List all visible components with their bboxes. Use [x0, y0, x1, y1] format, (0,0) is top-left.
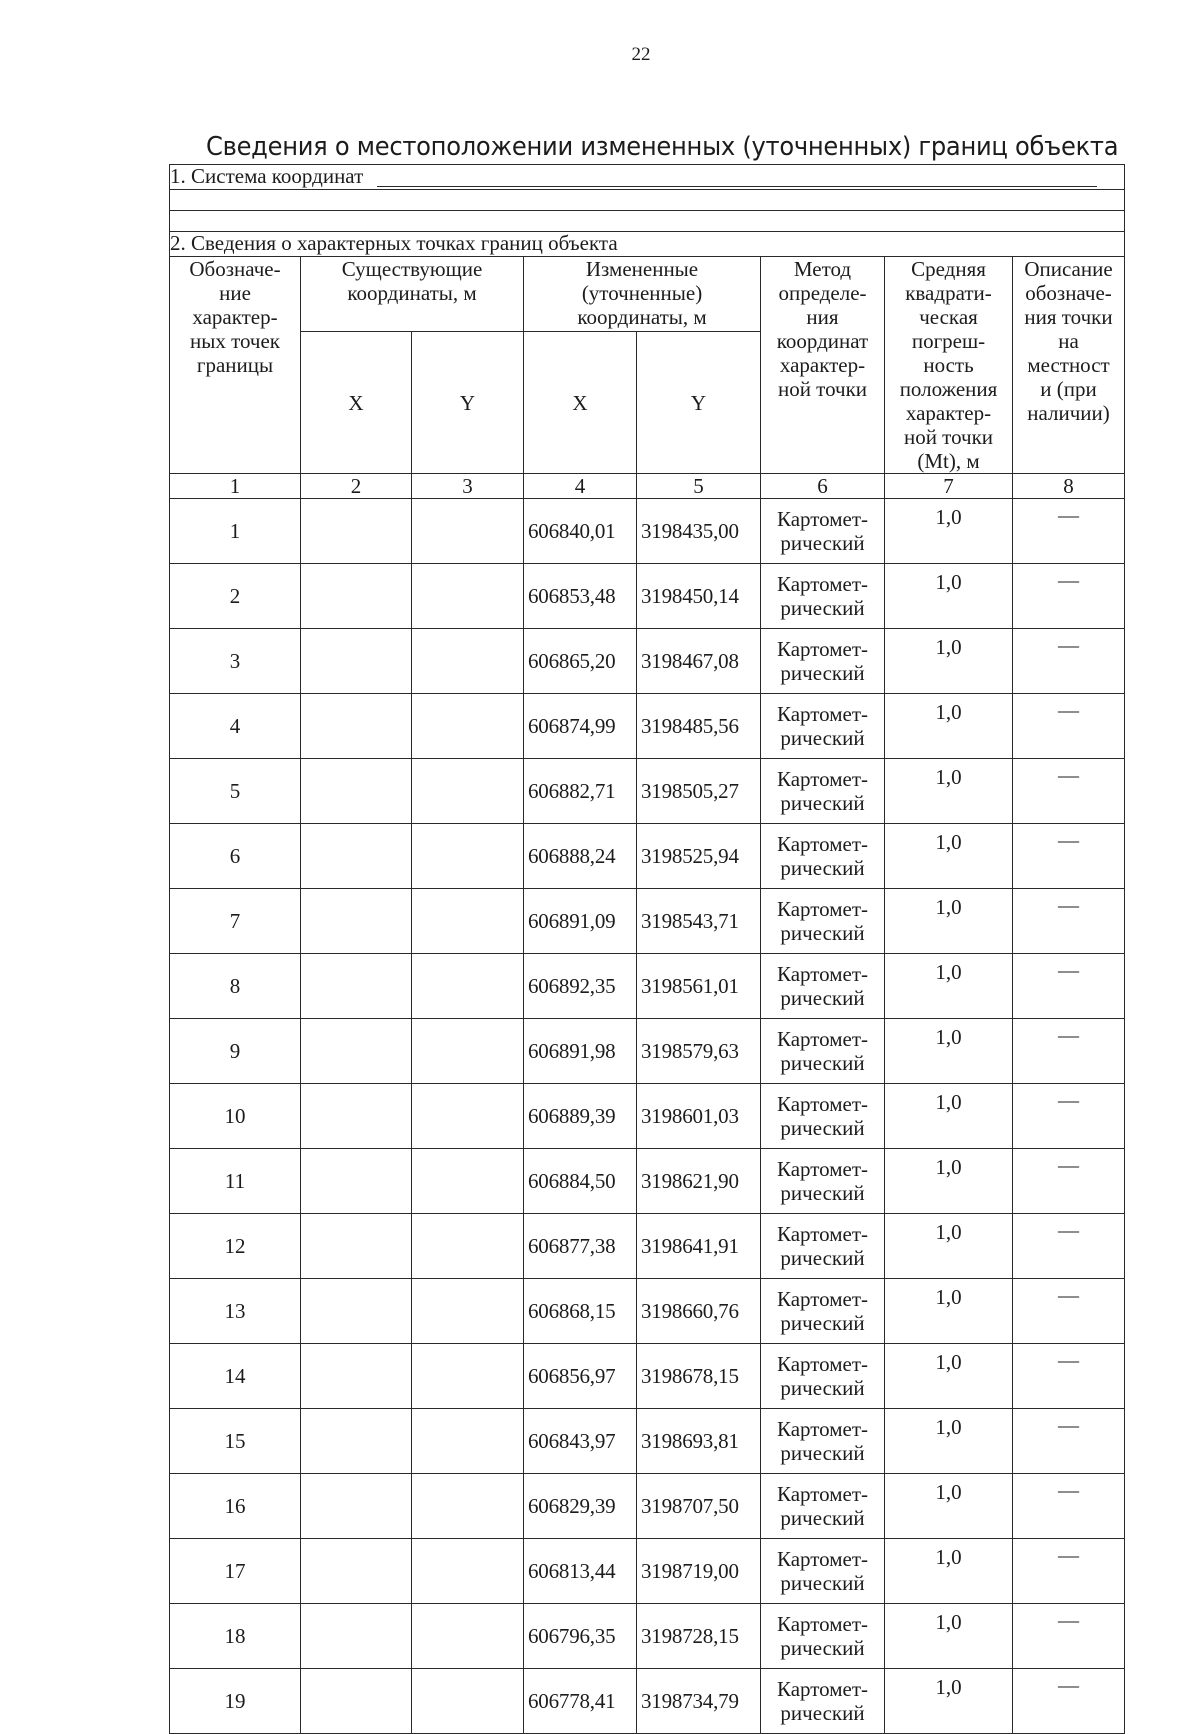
- existing-x: [301, 1474, 412, 1539]
- point-id: 1: [170, 499, 301, 564]
- header-line: координаты, м: [577, 305, 707, 329]
- point-description: —: [1013, 499, 1125, 564]
- header-line: положения: [899, 377, 998, 401]
- header-changed-y: Y: [637, 332, 761, 474]
- mean-square-error: 1,0: [885, 1474, 1013, 1539]
- existing-y: [412, 1409, 524, 1474]
- table-row: [170, 1539, 1125, 1604]
- header-existing-coordinates: [301, 257, 524, 332]
- header-line: наличии): [1027, 401, 1110, 425]
- mean-square-error: 1,0: [885, 889, 1013, 954]
- point-id: 3: [170, 629, 301, 694]
- method-line: рический: [780, 661, 865, 685]
- page-number: 22: [631, 44, 651, 65]
- method-line: рический: [780, 1571, 865, 1595]
- point-id: 9: [170, 1019, 301, 1084]
- points-section-label: 2. Сведения о характерных точках границ объекта: [170, 232, 1125, 257]
- existing-y: [412, 824, 524, 889]
- header-line: обозначе-: [1025, 281, 1112, 305]
- method-cell: [761, 1149, 885, 1214]
- header-changed-coordinates: [524, 257, 761, 332]
- point-id: 19: [170, 1669, 301, 1734]
- header-line: границы: [196, 353, 274, 377]
- method-line: рический: [780, 1311, 865, 1335]
- method-cell: [761, 889, 885, 954]
- table-row: [170, 1409, 1125, 1474]
- point-id: 15: [170, 1409, 301, 1474]
- method-cell: [761, 1344, 885, 1409]
- existing-y: [412, 564, 524, 629]
- point-id: 14: [170, 1344, 301, 1409]
- changed-y: 3198693,81: [637, 1409, 761, 1474]
- header-line: (уточненные): [581, 281, 703, 305]
- existing-y: [412, 1019, 524, 1084]
- column-number: 5: [637, 474, 761, 499]
- method-line: Картомет-: [776, 1352, 869, 1376]
- existing-x: [301, 1409, 412, 1474]
- changed-x: 606892,35: [524, 954, 637, 1019]
- column-number: 3: [412, 474, 524, 499]
- existing-x: [301, 889, 412, 954]
- existing-x: [301, 564, 412, 629]
- header-line: ной точки: [777, 377, 868, 401]
- method-line: рический: [780, 1051, 865, 1075]
- header-row-top: [170, 257, 1125, 332]
- changed-x: 606856,97: [524, 1344, 637, 1409]
- method-line: рический: [780, 1246, 865, 1270]
- changed-x: 606877,38: [524, 1214, 637, 1279]
- method-line: Картомет-: [776, 1417, 869, 1441]
- method-line: рический: [780, 596, 865, 620]
- changed-x: 606796,35: [524, 1604, 637, 1669]
- point-description: —: [1013, 1539, 1125, 1604]
- changed-x: 606853,48: [524, 564, 637, 629]
- method-line: Картомет-: [776, 572, 869, 596]
- changed-x: 606843,97: [524, 1409, 637, 1474]
- mean-square-error: 1,0: [885, 564, 1013, 629]
- changed-y: 3198561,01: [637, 954, 761, 1019]
- changed-y: 3198505,27: [637, 759, 761, 824]
- existing-x: [301, 1214, 412, 1279]
- header-line: ческая: [919, 305, 978, 329]
- mean-square-error: 1,0: [885, 1669, 1013, 1734]
- table-row: [170, 1214, 1125, 1279]
- method-cell: [761, 1214, 885, 1279]
- point-id: 18: [170, 1604, 301, 1669]
- changed-y: 3198467,08: [637, 629, 761, 694]
- mean-square-error: 1,0: [885, 629, 1013, 694]
- existing-y: [412, 499, 524, 564]
- mean-square-error: 1,0: [885, 759, 1013, 824]
- existing-x: [301, 759, 412, 824]
- changed-x: 606778,41: [524, 1669, 637, 1734]
- changed-x: 606891,09: [524, 889, 637, 954]
- header-line: Существующие: [341, 257, 483, 281]
- point-description: —: [1013, 889, 1125, 954]
- column-number-row: [170, 474, 1125, 499]
- coordinate-system-label: 1. Система координат: [170, 164, 364, 188]
- existing-y: [412, 954, 524, 1019]
- method-cell: [761, 759, 885, 824]
- method-cell: [761, 954, 885, 1019]
- existing-y: [412, 1474, 524, 1539]
- existing-y: [412, 694, 524, 759]
- method-line: Картомет-: [776, 1287, 869, 1311]
- existing-x: [301, 954, 412, 1019]
- header-line: Описание: [1024, 257, 1113, 281]
- method-line: Картомет-: [776, 767, 869, 791]
- header-line: характер-: [779, 353, 866, 377]
- method-line: рический: [780, 531, 865, 555]
- table-row: [170, 629, 1125, 694]
- changed-x: 606865,20: [524, 629, 637, 694]
- existing-y: [412, 1539, 524, 1604]
- changed-x: 606888,24: [524, 824, 637, 889]
- existing-x: [301, 694, 412, 759]
- mean-square-error: 1,0: [885, 824, 1013, 889]
- changed-x: 606891,98: [524, 1019, 637, 1084]
- changed-x: 606874,99: [524, 694, 637, 759]
- method-line: рический: [780, 726, 865, 750]
- changed-x: 606882,71: [524, 759, 637, 824]
- method-cell: [761, 694, 885, 759]
- method-line: Картомет-: [776, 897, 869, 921]
- point-description: —: [1013, 1214, 1125, 1279]
- table-row: [170, 1084, 1125, 1149]
- header-line: и (при: [1040, 377, 1097, 401]
- header-line: ние: [219, 281, 251, 305]
- point-id: 17: [170, 1539, 301, 1604]
- existing-y: [412, 1604, 524, 1669]
- point-description: —: [1013, 1149, 1125, 1214]
- table-row: [170, 1669, 1125, 1734]
- existing-y: [412, 1084, 524, 1149]
- header-description: [1013, 257, 1125, 474]
- method-cell: [761, 1539, 885, 1604]
- header-line: местност: [1027, 353, 1110, 377]
- changed-y: 3198719,00: [637, 1539, 761, 1604]
- point-description: —: [1013, 1019, 1125, 1084]
- method-line: рический: [780, 1181, 865, 1205]
- changed-y: 3198678,15: [637, 1344, 761, 1409]
- header-line: ния: [806, 305, 839, 329]
- header-line: координаты, м: [347, 281, 477, 305]
- header-existing-x: X: [301, 332, 412, 474]
- point-id: 11: [170, 1149, 301, 1214]
- header-line: на: [1058, 329, 1079, 353]
- boundary-points-table: [169, 164, 1125, 1734]
- point-id: 13: [170, 1279, 301, 1344]
- point-id: 12: [170, 1214, 301, 1279]
- table-row: [170, 824, 1125, 889]
- mean-square-error: 1,0: [885, 1149, 1013, 1214]
- method-line: Картомет-: [776, 1547, 869, 1571]
- header-line: Обозначе-: [189, 257, 281, 281]
- existing-x: [301, 1539, 412, 1604]
- method-line: Картомет-: [776, 1157, 869, 1181]
- header-point-designation: [170, 257, 301, 474]
- point-description: —: [1013, 564, 1125, 629]
- changed-x: 606840,01: [524, 499, 637, 564]
- header-line: Средняя: [911, 257, 986, 281]
- method-cell: [761, 1019, 885, 1084]
- existing-x: [301, 1149, 412, 1214]
- method-line: Картомет-: [776, 1222, 869, 1246]
- method-cell: [761, 824, 885, 889]
- header-changed-x: X: [524, 332, 637, 474]
- changed-x: 606813,44: [524, 1539, 637, 1604]
- mean-square-error: 1,0: [885, 1214, 1013, 1279]
- column-number: 8: [1013, 474, 1125, 499]
- method-cell: [761, 1669, 885, 1734]
- header-line: характер-: [905, 401, 992, 425]
- table-row: [170, 954, 1125, 1019]
- table-row: [170, 1279, 1125, 1344]
- point-id: 2: [170, 564, 301, 629]
- method-line: рический: [780, 1636, 865, 1660]
- changed-y: 3198485,56: [637, 694, 761, 759]
- section-spacer-row: [170, 211, 1125, 232]
- mean-square-error: 1,0: [885, 1539, 1013, 1604]
- changed-y: 3198734,79: [637, 1669, 761, 1734]
- mean-square-error: 1,0: [885, 1409, 1013, 1474]
- mean-square-error: 1,0: [885, 1084, 1013, 1149]
- table-row: [170, 759, 1125, 824]
- existing-y: [412, 1279, 524, 1344]
- column-number: 1: [170, 474, 301, 499]
- point-description: —: [1013, 1084, 1125, 1149]
- changed-y: 3198579,63: [637, 1019, 761, 1084]
- existing-x: [301, 629, 412, 694]
- method-line: рический: [780, 791, 865, 815]
- mean-square-error: 1,0: [885, 1019, 1013, 1084]
- method-line: Картомет-: [776, 962, 869, 986]
- header-line: Метод: [793, 257, 852, 281]
- method-line: рический: [780, 921, 865, 945]
- mean-square-error: 1,0: [885, 1604, 1013, 1669]
- existing-x: [301, 1019, 412, 1084]
- point-description: —: [1013, 629, 1125, 694]
- points-table-body: [170, 499, 1125, 1734]
- header-method: [761, 257, 885, 474]
- changed-y: 3198621,90: [637, 1149, 761, 1214]
- method-line: рический: [780, 856, 865, 880]
- method-cell: [761, 629, 885, 694]
- method-cell: [761, 1279, 885, 1344]
- existing-y: [412, 1214, 524, 1279]
- point-description: —: [1013, 824, 1125, 889]
- point-description: —: [1013, 694, 1125, 759]
- method-line: Картомет-: [776, 1482, 869, 1506]
- table-row: [170, 1149, 1125, 1214]
- header-line: (Mt), м: [917, 449, 980, 473]
- header-line: ных точек: [189, 329, 281, 353]
- method-cell: [761, 1409, 885, 1474]
- existing-x: [301, 1084, 412, 1149]
- header-line: ния точки: [1024, 305, 1113, 329]
- table-row: [170, 1344, 1125, 1409]
- changed-y: 3198707,50: [637, 1474, 761, 1539]
- table-row: [170, 1019, 1125, 1084]
- existing-x: [301, 824, 412, 889]
- changed-y: 3198641,91: [637, 1214, 761, 1279]
- column-number: 7: [885, 474, 1013, 499]
- existing-y: [412, 629, 524, 694]
- point-description: —: [1013, 954, 1125, 1019]
- header-line: погреш-: [911, 329, 986, 353]
- existing-x: [301, 1279, 412, 1344]
- point-id: 7: [170, 889, 301, 954]
- point-id: 5: [170, 759, 301, 824]
- existing-y: [412, 759, 524, 824]
- point-id: 4: [170, 694, 301, 759]
- point-description: —: [1013, 1344, 1125, 1409]
- point-description: —: [1013, 1474, 1125, 1539]
- method-line: рический: [780, 986, 865, 1010]
- method-cell: [761, 1474, 885, 1539]
- method-cell: [761, 499, 885, 564]
- header-existing-y: Y: [412, 332, 524, 474]
- existing-x: [301, 1669, 412, 1734]
- header-line: ность: [923, 353, 974, 377]
- point-description: —: [1013, 1604, 1125, 1669]
- point-id: 6: [170, 824, 301, 889]
- changed-y: 3198660,76: [637, 1279, 761, 1344]
- header-line: характер-: [192, 305, 278, 329]
- method-line: Картомет-: [776, 1612, 869, 1636]
- mean-square-error: 1,0: [885, 499, 1013, 564]
- existing-y: [412, 1344, 524, 1409]
- changed-y: 3198728,15: [637, 1604, 761, 1669]
- method-line: Картомет-: [776, 1027, 869, 1051]
- coordinate-system-row: [170, 165, 1125, 190]
- table-row: [170, 889, 1125, 954]
- column-number: 4: [524, 474, 637, 499]
- method-line: Картомет-: [776, 507, 869, 531]
- point-id: 10: [170, 1084, 301, 1149]
- changed-y: 3198543,71: [637, 889, 761, 954]
- method-line: рический: [780, 1701, 865, 1725]
- points-section-row: [170, 232, 1125, 257]
- point-description: —: [1013, 1409, 1125, 1474]
- existing-x: [301, 1344, 412, 1409]
- table-row: [170, 564, 1125, 629]
- changed-y: 3198435,00: [637, 499, 761, 564]
- column-number: 6: [761, 474, 885, 499]
- table-row: [170, 694, 1125, 759]
- changed-y: 3198525,94: [637, 824, 761, 889]
- point-id: 8: [170, 954, 301, 1019]
- method-cell: [761, 1084, 885, 1149]
- method-line: Картомет-: [776, 832, 869, 856]
- existing-x: [301, 499, 412, 564]
- table-row: [170, 499, 1125, 564]
- mean-square-error: 1,0: [885, 694, 1013, 759]
- point-description: —: [1013, 1279, 1125, 1344]
- changed-x: 606868,15: [524, 1279, 637, 1344]
- header-line: координат: [776, 329, 869, 353]
- method-line: рический: [780, 1506, 865, 1530]
- point-description: —: [1013, 1669, 1125, 1734]
- header-mean-square-error: [885, 257, 1013, 474]
- header-line: квадрати-: [905, 281, 992, 305]
- mean-square-error: 1,0: [885, 1279, 1013, 1344]
- method-line: Картомет-: [776, 702, 869, 726]
- header-line: определе-: [778, 281, 867, 305]
- changed-y: 3198450,14: [637, 564, 761, 629]
- point-description: —: [1013, 759, 1125, 824]
- method-line: Картомет-: [776, 637, 869, 661]
- changed-x: 606884,50: [524, 1149, 637, 1214]
- method-line: рический: [780, 1441, 865, 1465]
- column-number: 2: [301, 474, 412, 499]
- coordinate-system-blank-line: [377, 172, 1097, 187]
- changed-y: 3198601,03: [637, 1084, 761, 1149]
- table-row: [170, 1604, 1125, 1669]
- point-id: 16: [170, 1474, 301, 1539]
- method-cell: [761, 1604, 885, 1669]
- document-title: Сведения о местоположении измененных (уточненных) границ объекта: [206, 132, 1119, 162]
- method-line: рический: [780, 1376, 865, 1400]
- header-line: ной точки: [903, 425, 994, 449]
- coordinate-system-blank-row: [170, 190, 1125, 211]
- header-line: Измененные: [585, 257, 699, 281]
- method-cell: [761, 564, 885, 629]
- table-row: [170, 1474, 1125, 1539]
- method-line: рический: [780, 1116, 865, 1140]
- mean-square-error: 1,0: [885, 954, 1013, 1019]
- existing-y: [412, 889, 524, 954]
- existing-y: [412, 1149, 524, 1214]
- changed-x: 606889,39: [524, 1084, 637, 1149]
- method-line: Картомет-: [776, 1092, 869, 1116]
- mean-square-error: 1,0: [885, 1344, 1013, 1409]
- changed-x: 606829,39: [524, 1474, 637, 1539]
- method-line: Картомет-: [776, 1677, 869, 1701]
- existing-y: [412, 1669, 524, 1734]
- existing-x: [301, 1604, 412, 1669]
